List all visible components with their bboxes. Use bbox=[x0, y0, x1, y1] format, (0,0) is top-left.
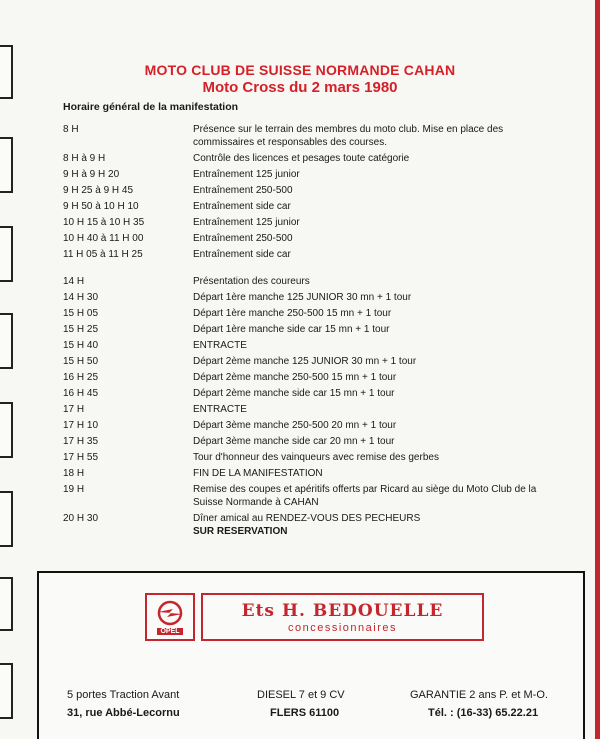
schedule-description bbox=[193, 451, 563, 464]
schedule-description bbox=[193, 200, 563, 213]
schedule-description-text: Présentation des coureurs bbox=[193, 276, 310, 287]
schedule-description bbox=[193, 152, 563, 165]
schedule-description-text: Contrôle des licences et pesages toute catégorie bbox=[193, 153, 410, 164]
schedule-row bbox=[63, 274, 563, 290]
schedule-row bbox=[63, 247, 563, 263]
binder-tab bbox=[0, 491, 13, 547]
schedule-row bbox=[63, 322, 563, 338]
schedule-row bbox=[63, 354, 563, 370]
company-name-text: H. BEDOUELLE bbox=[281, 601, 444, 621]
opel-lightning-icon bbox=[155, 600, 185, 626]
schedule-time: 17 H bbox=[63, 404, 85, 415]
page-subtitle: Moto Cross du 2 mars 1980 bbox=[202, 79, 398, 96]
schedule-description bbox=[193, 467, 563, 480]
schedule-description-text: Entraînement 250-500 bbox=[193, 185, 293, 196]
schedule-row bbox=[63, 231, 563, 247]
schedule-description-text: Entraînement side car bbox=[193, 249, 291, 260]
schedule-description-text: ENTRACTE bbox=[193, 404, 247, 415]
schedule-description bbox=[193, 184, 563, 197]
schedule-description-text: Dîner amical au RENDEZ-VOUS DES PECHEURS bbox=[193, 513, 421, 524]
schedule-time: 15 H 50 bbox=[63, 356, 99, 367]
schedule-row bbox=[63, 290, 563, 306]
schedule-row bbox=[63, 386, 563, 402]
schedule-time: 18 H bbox=[63, 468, 85, 479]
schedule-description bbox=[193, 323, 563, 336]
schedule-time: 8 H bbox=[63, 124, 79, 135]
schedule-time: 15 H 25 bbox=[63, 324, 99, 335]
binder-tab bbox=[0, 663, 13, 719]
schedule-description bbox=[193, 248, 563, 261]
schedule-row bbox=[63, 418, 563, 434]
ad-col1-line2: 31, rue Abbé-Lecornu bbox=[67, 707, 180, 719]
schedule-description-text: Entraînement side car bbox=[193, 201, 291, 212]
schedule-time: 20 H 30 bbox=[63, 513, 99, 524]
schedule-description bbox=[193, 371, 563, 384]
schedule-time: 17 H 10 bbox=[63, 420, 99, 431]
schedule-time: 8 H à 9 H bbox=[63, 153, 106, 164]
ad-col1-line1: 5 portes Traction Avant bbox=[67, 689, 180, 701]
schedule-time: 15 H 05 bbox=[63, 308, 99, 319]
ad-col2-line2: FLERS 61100 bbox=[270, 707, 340, 719]
binder-tab bbox=[0, 402, 13, 458]
schedule-description bbox=[193, 275, 563, 288]
schedule-row bbox=[63, 151, 563, 167]
schedule-description bbox=[193, 512, 563, 538]
schedule-time: 19 H bbox=[63, 484, 85, 495]
schedule-row bbox=[63, 434, 563, 450]
company-role: concessionnaires bbox=[288, 622, 397, 634]
schedule-description-text: Départ 3ème manche side car 20 mn + 1 tour bbox=[193, 436, 395, 447]
schedule-description bbox=[193, 123, 563, 149]
opel-logo-text: OPEL bbox=[157, 628, 182, 635]
company-prefix: Ets bbox=[241, 601, 276, 621]
schedule-row bbox=[63, 450, 563, 466]
schedule-time: 17 H 55 bbox=[63, 452, 99, 463]
schedule-description-text: Remise des coupes et apéritifs offerts par Ricard au siège du Moto Club de la Suisse Normande à CAHAN bbox=[193, 484, 537, 508]
schedule-row bbox=[63, 167, 563, 183]
schedule-description bbox=[193, 403, 563, 416]
schedule-time: 14 H bbox=[63, 276, 85, 287]
schedule-row bbox=[63, 482, 563, 511]
schedule-description-text: Départ 3ème manche 250-500 20 mn + 1 tour bbox=[193, 420, 397, 431]
schedule-row bbox=[63, 215, 563, 231]
schedule-description-text: Présence sur le terrain des membres du moto club. Mise en place des commissaires et responsables des courses. bbox=[193, 124, 504, 148]
schedule-row bbox=[63, 338, 563, 354]
schedule-time: 16 H 45 bbox=[63, 388, 99, 399]
schedule-description-text: Entraînement 250-500 bbox=[193, 233, 293, 244]
schedule-time: 9 H 25 à 9 H 45 bbox=[63, 185, 134, 196]
schedule-time: 16 H 25 bbox=[63, 372, 99, 383]
schedule-description bbox=[193, 216, 563, 229]
schedule-description-text: Départ 1ère manche 125 JUNIOR 30 mn + 1 tour bbox=[193, 292, 412, 303]
schedule-time: 15 H 40 bbox=[63, 340, 99, 351]
schedule-time: 11 H 05 à 11 H 25 bbox=[63, 249, 143, 260]
schedule-description bbox=[193, 483, 563, 509]
schedule-row bbox=[63, 122, 563, 151]
schedule-time: 14 H 30 bbox=[63, 292, 99, 303]
opel-logo bbox=[145, 593, 195, 641]
company-name-box bbox=[201, 593, 484, 641]
schedule-description-text: Départ 2ème manche 250-500 15 mn + 1 tour bbox=[193, 372, 397, 383]
schedule-description bbox=[193, 339, 563, 352]
schedule-row bbox=[63, 402, 563, 418]
binder-tab bbox=[0, 313, 13, 369]
schedule-description bbox=[193, 168, 563, 181]
schedule-description bbox=[193, 419, 563, 432]
schedule-time: 10 H 40 à 11 H 00 bbox=[63, 233, 144, 244]
schedule-description-text: Départ 1ère manche side car 15 mn + 1 tour bbox=[193, 324, 390, 335]
schedule-description bbox=[193, 355, 563, 368]
schedule-row bbox=[63, 306, 563, 322]
company-name bbox=[203, 601, 482, 621]
schedule-description bbox=[193, 435, 563, 448]
binder-tab bbox=[0, 137, 13, 193]
schedule-description-text: ENTRACTE bbox=[193, 340, 247, 351]
page-edge-stripe bbox=[595, 0, 600, 739]
schedule-description bbox=[193, 307, 563, 320]
schedule-time: 17 H 35 bbox=[63, 436, 99, 447]
schedule-description-text: Départ 1ère manche 250-500 15 mn + 1 tour bbox=[193, 308, 392, 319]
schedule-row bbox=[63, 466, 563, 482]
page-title: MOTO CLUB DE SUISSE NORMANDE CAHAN bbox=[144, 62, 456, 78]
schedule-description-text: Tour d'honneur des vainqueurs avec remise des gerbes bbox=[193, 452, 439, 463]
schedule-description-text: Départ 2ème manche 125 JUNIOR 30 mn + 1 tour bbox=[193, 356, 417, 367]
ad-col3-line1: GARANTIE 2 ans P. et M-O. bbox=[410, 689, 548, 701]
ad-col3-line2: Tél. : (16-33) 65.22.21 bbox=[428, 707, 539, 719]
schedule-description-text: FIN DE LA MANIFESTATION bbox=[193, 468, 323, 479]
binder-tab bbox=[0, 577, 13, 631]
schedule-time: 10 H 15 à 10 H 35 bbox=[63, 217, 145, 228]
schedule-heading: Horaire général de la manifestation bbox=[63, 101, 239, 113]
binder-tab bbox=[0, 226, 13, 282]
schedule-description-note: SUR RESERVATION bbox=[193, 526, 288, 537]
schedule-description bbox=[193, 387, 563, 400]
schedule-description-text: Entraînement 125 junior bbox=[193, 217, 300, 228]
schedule-row bbox=[63, 370, 563, 386]
schedule-row bbox=[63, 199, 563, 215]
ad-col2-line1: DIESEL 7 et 9 CV bbox=[257, 689, 345, 701]
schedule-row bbox=[63, 183, 563, 199]
schedule-list bbox=[63, 122, 563, 540]
schedule-description-text: Entraînement 125 junior bbox=[193, 169, 300, 180]
schedule-time: 9 H 50 à 10 H 10 bbox=[63, 201, 139, 212]
advertisement-box bbox=[37, 571, 585, 739]
schedule-description bbox=[193, 291, 563, 304]
page-header bbox=[0, 62, 600, 96]
schedule-description bbox=[193, 232, 563, 245]
schedule-row bbox=[63, 511, 563, 540]
schedule-time: 9 H à 9 H 20 bbox=[63, 169, 120, 180]
schedule-description-text: Départ 2ème manche side car 15 mn + 1 tour bbox=[193, 388, 395, 399]
